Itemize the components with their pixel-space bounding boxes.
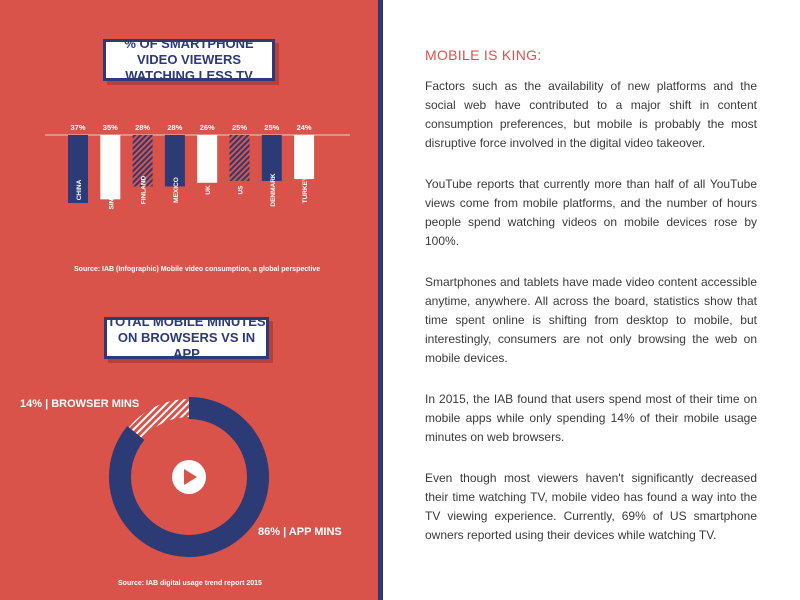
article-paragraph: Factors such as the availability of new platforms and the social web have contributed to a major shift in content consumption preferences, but mobile is probably the most disruptive force involved in the digital video takeover. [425, 79, 757, 150]
bar-category-label: FINLAND [140, 175, 148, 205]
bar-value-label: 26% [199, 123, 215, 132]
play-icon [172, 460, 206, 494]
bar-category-label: TURKEY [302, 176, 310, 204]
article-paragraph: Smartphones and tablets have made video content accessible anytime, anywhere. All across the board, statistics show that time spent online is shifting from desktop to mobile, but interestingly, consumers are not only browsing the web on mobile devices. [425, 275, 757, 365]
bar-category-label: US [237, 185, 245, 195]
bar-value-label: 28% [135, 123, 151, 132]
bar-chart-title: % OF SMARTPHONE VIDEO VIEWERS WATCHING LESS TV [103, 39, 275, 81]
article-paragraph: Even though most viewers haven't significantly decreased their time watching TV, mobile video has found a way into the TV viewing experience. Currently, 69% of US smartphone owners reported using their devices while watching TV. [425, 471, 757, 542]
bar-category-label: DENMARK [269, 173, 277, 207]
bar-chart-source: Source: IAB (Infographic) Mobile video consumption, a global perspective [74, 266, 321, 273]
bar-value-label: 37% [70, 123, 86, 132]
pie-slice-label: 86% | APP MINS [258, 526, 342, 538]
bar-value-label: 35% [102, 123, 118, 132]
pie-slice-label: 14% | BROWSER MINS [20, 398, 140, 410]
bar [294, 135, 314, 179]
bar-category-label: MEXICO [172, 177, 180, 203]
donut-chart-title: TOTAL MOBILE MINUTES ON BROWSERS VS IN APP [104, 317, 269, 359]
article [425, 47, 757, 567]
donut-chart-source: Source: IAB digital usage trend report 2015 [118, 580, 262, 587]
article-paragraph: YouTube reports that currently more than half of all YouTube views come from mobile platforms, and the number of hours people spend watching videos on mobile devices rose by 100%. [425, 177, 757, 248]
bar-category-label: SINGAPORE [108, 170, 116, 210]
bar-value-label: 25% [231, 123, 248, 132]
article-paragraph: In 2015, the IAB found that users spend most of their time on mobile apps while only spending 14% of their mobile usage minutes on web browsers. [425, 392, 757, 444]
infographic-panel [0, 0, 378, 600]
bar [197, 135, 217, 183]
bar-category-label: UK [205, 185, 213, 195]
panel-divider [378, 0, 383, 600]
bar-value-label: 25% [264, 123, 280, 132]
bar-category-label: CHINA [76, 179, 83, 201]
bar [230, 135, 250, 181]
article-heading: MOBILE IS KING: [425, 47, 542, 63]
bar-value-label: 24% [296, 123, 312, 132]
bar-value-label: 28% [167, 123, 183, 132]
